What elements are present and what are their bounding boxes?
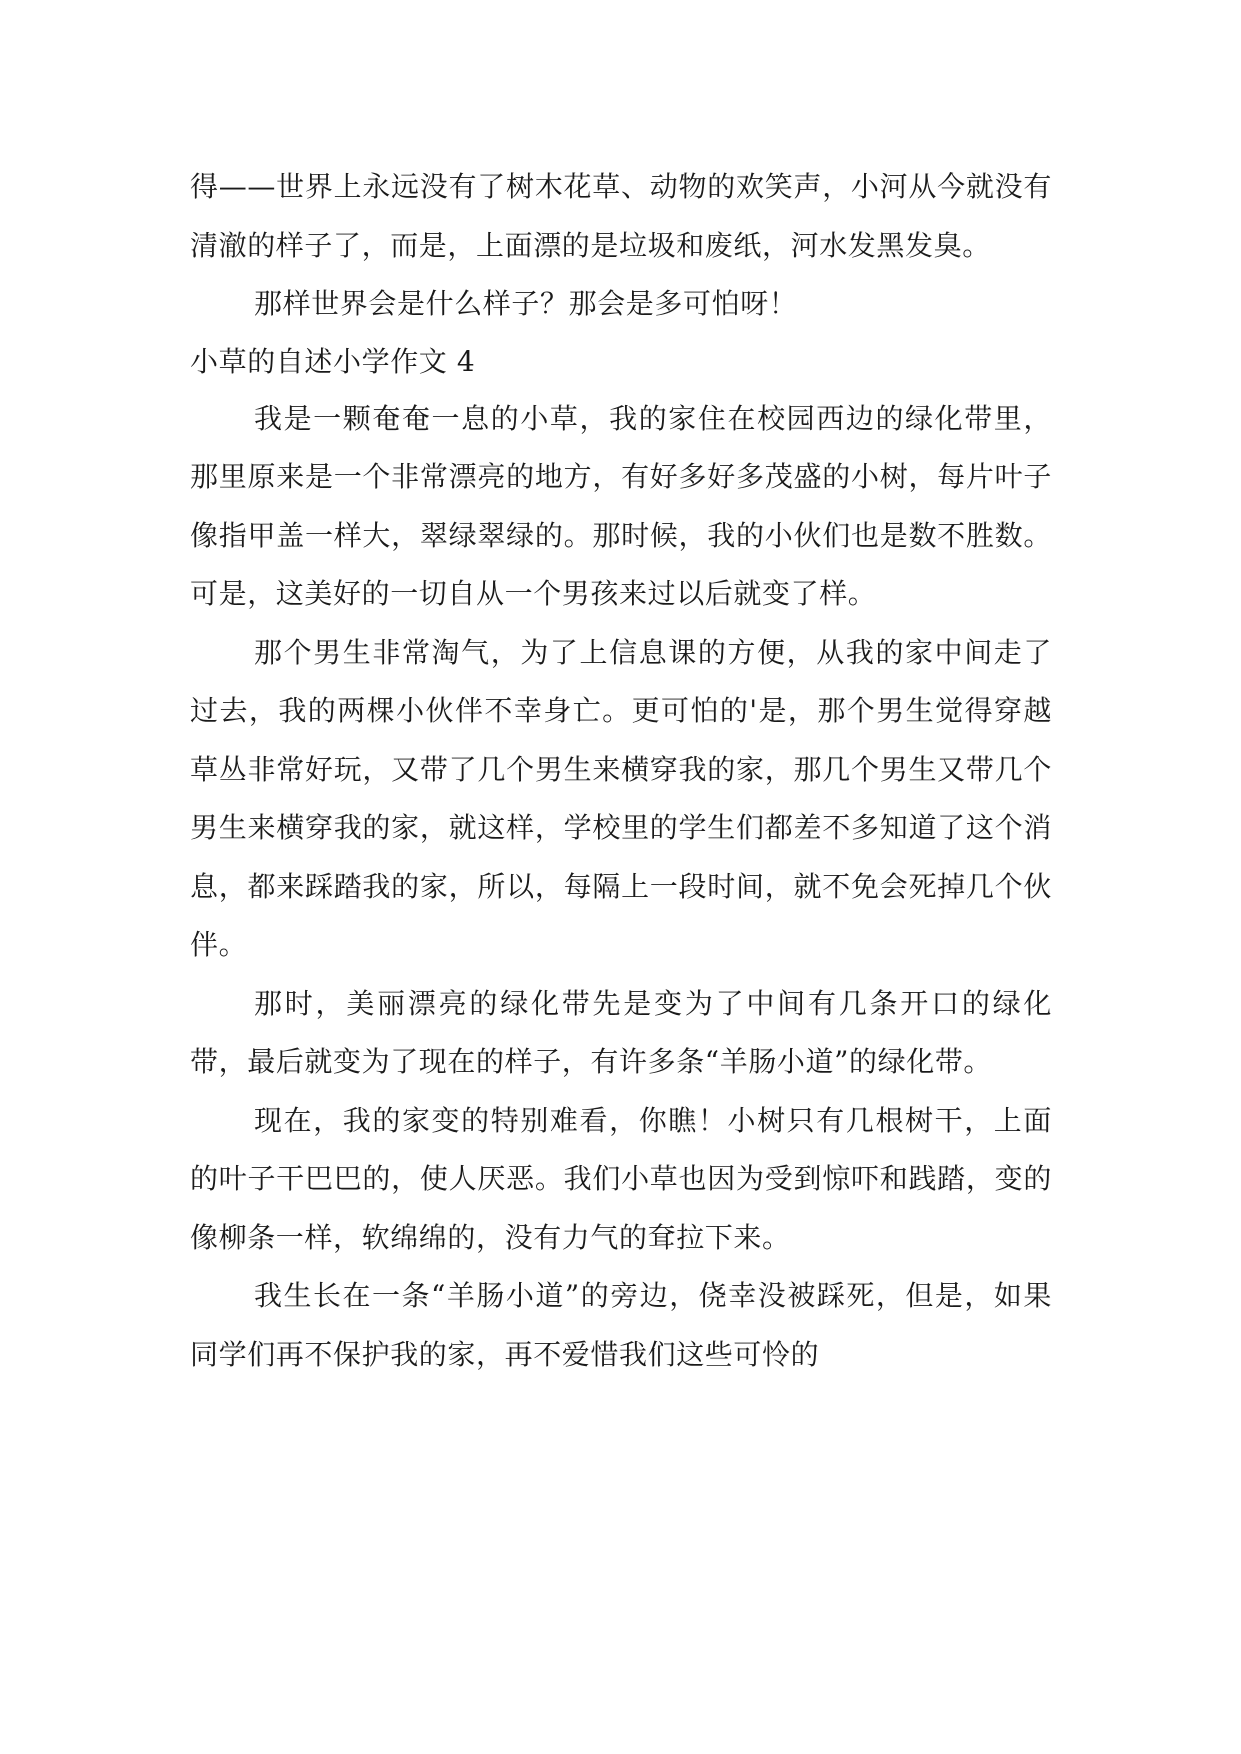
paragraph: 那样世界会是什么样子？那会是多可怕呀！: [254, 287, 798, 320]
section-title: 小草的自述小学作文 4: [190, 344, 476, 378]
paragraph-continued: 得——世界上永远没有了树木花草、动物的欢笑声，小河从今就没有清澈的样子了，而是，上面漂的是垃圾和废纸，河水发黑发臭。: [190, 170, 1052, 262]
paragraph: 现在，我的家变的特别难看，你瞧！小树只有几根树干，上面的叶子干巴巴的，使人厌恶。我们小草也因为受到惊吓和践踏，变的像柳条一样，软绵绵的，没有力气的耷拉下来。: [190, 1103, 1052, 1254]
paragraph: 那个男生非常淘气，为了上信息课的方便，从我的家中间走了过去，我的两棵小伙伴不幸身亡。更可怕的'是，那个男生觉得穿越草丛非常好玩，又带了几个男生来横穿我的家，那几个男生又带几个男生来横穿我的家，就这样，学校里的学生们都差不多知道了这个消息，都来踩踏我的家，所以，每隔上一段时间，就不免会死掉几个伙伴。: [190, 635, 1052, 961]
paragraph: 那时，美丽漂亮的绿化带先是变为了中间有几条开口的绿化带，最后就变为了现在的样子，有许多条“羊肠小道”的绿化带。: [190, 986, 1052, 1078]
paragraph: 我生长在一条“羊肠小道”的旁边，侥幸没被踩死，但是，如果同学们再不保护我的家，再不爱惜我们这些可怜的: [190, 1279, 1052, 1371]
document-body: [190, 158, 1052, 1384]
paragraph: 我是一颗奄奄一息的小草，我的家住在校园西边的绿化带里，那里原来是一个非常漂亮的地方，有好多好多茂盛的小树，每片叶子像指甲盖一样大，翠绿翠绿的。那时候，我的小伙们也是数不胜数。可是，这美好的一切自从一个男孩来过以后就变了样。: [190, 401, 1052, 610]
